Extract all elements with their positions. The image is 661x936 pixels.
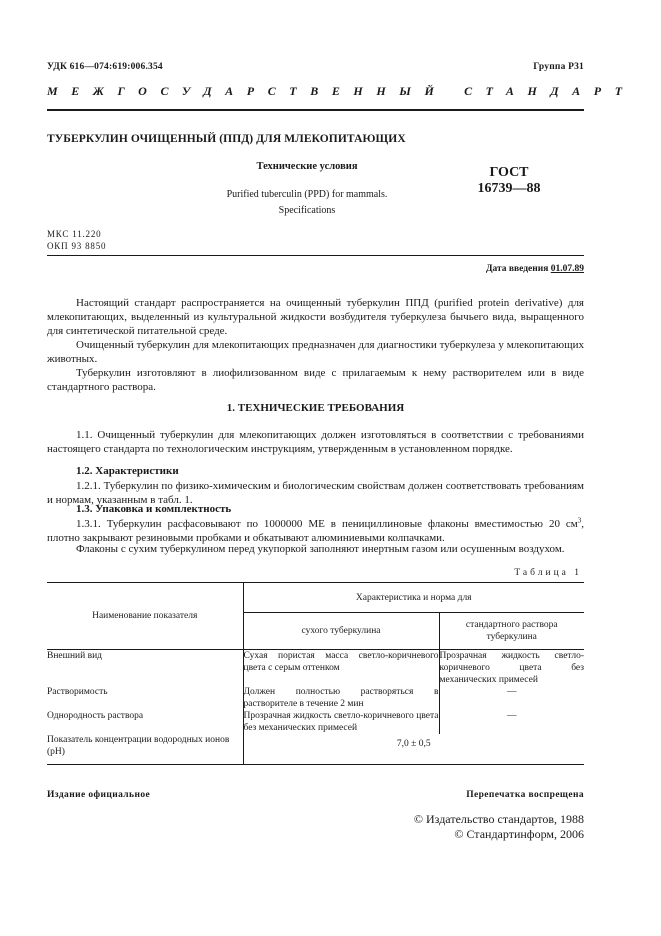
col-group-header: Характеристика и норма для [243, 583, 584, 613]
section-heading: 1. ТЕХНИЧЕСКИЕ ТРЕБОВАНИЯ [226, 402, 405, 414]
clause-1-3-1 [47, 517, 584, 545]
clause-1-1: 1.1. Очищенный туберкулин для млекопитающих должен изготовляться в соответствии с требованиями настоящего стандарта по технологическим инструкциям, утвержденным в установленном порядке. [47, 429, 584, 455]
copyright-line-1: © Издательство стандартов, 1988 [413, 812, 584, 826]
effective-date [284, 264, 584, 274]
col-name-header: Наименование показателя [47, 583, 243, 650]
table-row [47, 650, 584, 687]
row-name: Показатель концентрации водородных ионов (pH) [47, 734, 243, 765]
udk-code: УДК 616—074:619:006.354 [47, 62, 163, 72]
footer-row [47, 790, 584, 800]
standard-banner: МЕЖГОСУДАРСТВЕННЫЙ СТАНДАРТ [47, 84, 636, 98]
characteristics-table [47, 582, 584, 765]
row-name: Однородность раствора [47, 711, 144, 721]
table-row [47, 734, 584, 765]
english-title-line2: Specifications [278, 205, 336, 216]
header-row [47, 62, 584, 72]
clause-1-3-1-text-end: , плотно закрывают резиновыми пробками и обкатывают алюминиевыми колпачками. [47, 518, 584, 544]
classification-codes [47, 228, 247, 252]
codes-divider [47, 255, 584, 256]
clause-1-3-1-text: 1.3.1. Туберкулин расфасовывают по 1000000 МЕ в пенициллиновые флаконы вместимостью 20 см [76, 518, 578, 530]
row-std-value: — [439, 686, 584, 710]
row-name: Растворимость [47, 687, 108, 697]
copyright-block [284, 812, 584, 842]
row-std-value: — [439, 710, 584, 734]
reprint-notice: Перепечатка воспрещена [466, 790, 584, 800]
row-name: Внешний вид [47, 651, 102, 661]
mks-code: МКС 11.220 [47, 229, 102, 239]
table-header-row-1 [47, 583, 584, 613]
clause-1-2-heading: 1.2. Характеристики [76, 465, 179, 477]
row-dry-value: Должен полностью растворяться в растворителе в течение 2 мин [243, 687, 439, 709]
document-title: ТУБЕРКУЛИН ОЧИЩЕННЫЙ (ППД) ДЛЯ МЛЕКОПИТАЮЩИХ [47, 133, 406, 145]
clause-1-2-1: 1.2.1. Туберкулин по физико-химическим и биологическим свойствам должен соответствовать требованиям и нормам, указанным в табл. 1. [47, 480, 584, 506]
clause-1-3-heading: 1.3. Упаковка и комплектность [76, 503, 232, 515]
english-title [157, 187, 457, 219]
col-std-header: стандартного раствора туберкулина [439, 613, 584, 650]
row-dry-value: Сухая пористая масса светло-коричневого цвета с серым оттенком [243, 650, 439, 687]
group-code: Группа Р31 [533, 62, 584, 72]
clause-1-3-1-sup: 3 [577, 516, 582, 525]
official-edition: Издание официальное [47, 790, 151, 800]
gost-label: ГОСТ [489, 165, 529, 180]
table-row [47, 686, 584, 710]
effective-date-label: Дата введения [485, 264, 549, 274]
table-row [47, 710, 584, 734]
row-both-value: 7,0 ± 0,5 [243, 734, 584, 765]
copyright-line-2: © Стандартинформ, 2006 [454, 827, 584, 841]
flask-paragraph: Флаконы с сухим туберкулином перед укупоркой заполняют инертным газом или осушенным воздухом. [76, 543, 565, 555]
row-std-value: Прозрачная жидкость светло-коричневого цвета без механических примесей [439, 651, 584, 685]
effective-date-value: 01.07.89 [550, 264, 584, 274]
english-title-line1: Purified tuberculin (PPD) for mammals. [226, 189, 388, 200]
intro-paragraph-1: Настоящий стандарт распространяется на очищенный туберкулин ППД (purified protein derivative) для млекопитающих, выделенный из культуральной жидкости возбудителя туберкулеза бычьего вида, выращенного для синтетической питательной среде. [47, 297, 584, 337]
document-subtitle: Технические условия [256, 161, 358, 172]
okp-code: ОКП 93 8850 [47, 241, 107, 251]
table-label: Таблица 1 [514, 568, 582, 578]
gost-number: 16739—88 [477, 181, 541, 196]
gost-designation [459, 165, 559, 197]
intro-paragraph-2: Очищенный туберкулин для млекопитающих предназначен для диагностики туберкулеза у млекопитающих животных. [47, 339, 584, 365]
header-divider [47, 109, 584, 111]
intro-paragraph-3: Туберкулин изготовляют в лиофилизованном виде с прилагаемым к нему растворителем или в виде стандартного раствора. [47, 367, 584, 393]
row-dry-value: Прозрачная жидкость светло-коричневого цвета без механических примесей [243, 711, 439, 733]
col-dry-header: сухого туберкулина [243, 613, 439, 650]
